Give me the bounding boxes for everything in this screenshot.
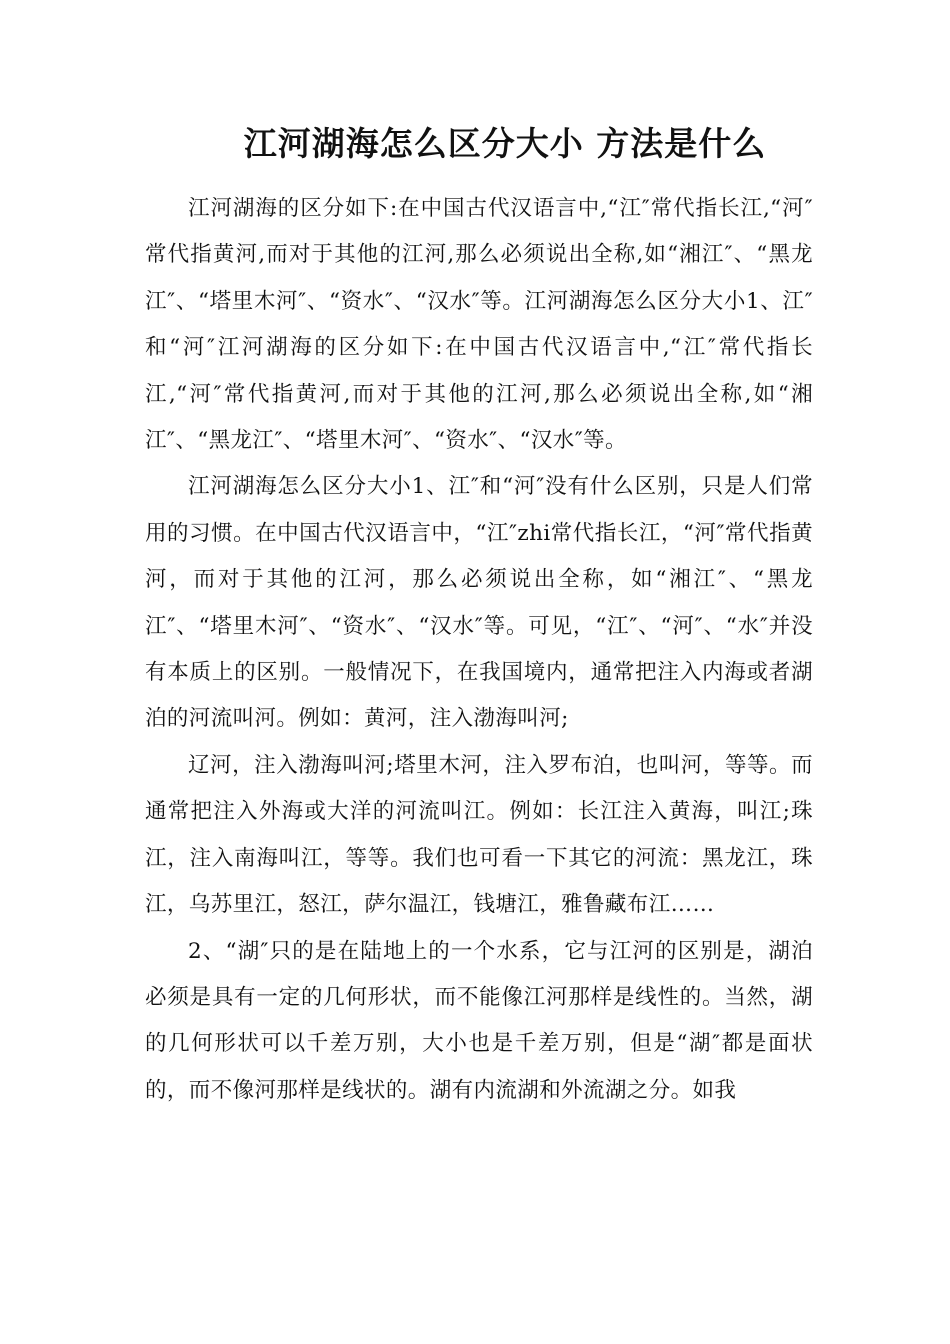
paragraph-4: 2、“湖″只的是在陆地上的一个水系，它与江河的区别是，湖泊必须是具有一定的几何形状，而不能像江河那样是线性的。当然，湖的几何形状可以千差万别，大小也是千差万别，但是“湖″都是面状的，而不像河那样是线状的。湖有内流湖和外流湖之分。如我 — [145, 938, 813, 1103]
document-body — [145, 186, 813, 1114]
paragraph-2: 江河湖海怎么区分大小1、江″和“河″没有什么区别，只是人们常用的习惯。在中国古代汉语言中，“江″zhi常代指长江，“河″常代指黄河，而对于其他的江河，那么必须说出全称，如“湘江″、“黑龙江″、“塔里木河″、“资水″、“汉水″等。可见，“江″、“河″、“水″并没有本质上的区别。一般情况下，在我国境内，通常把注入内海或者湖泊的河流叫河。例如：黄河，注入渤海叫河; — [145, 474, 813, 732]
paragraph-3: 辽河，注入渤海叫河;塔里木河，注入罗布泊，也叫河，等等。而通常把注入外海或大洋的河流叫江。例如：长江注入黄海，叫江;珠江，注入南海叫江，等等。我们也可看一下其它的河流：黑龙江，珠江，乌苏里江，怒江，萨尔温江，钱塘江，雅鲁藏布江…… — [145, 752, 813, 918]
paragraph-1: 江河湖海的区分如下:在中国古代汉语言中,“江″常代指长江,“河″常代指黄河,而对于其他的江河,那么必须说出全称,如“湘江″、“黑龙江″、“塔里木河″、“资水″、“汉水″等。江河湖海怎么区分大小1、江″和“河″江河湖海的区分如下:在中国古代汉语言中,“江″常代指长江,“河″常代指黄河,而对于其他的江河,那么必须说出全称,如“湘江″、“黑龙江″、“塔里木河″、“资水″、“汉水″等。 — [145, 196, 813, 454]
document-title: 江河湖海怎么区分大小 方法是什么 — [243, 124, 767, 163]
